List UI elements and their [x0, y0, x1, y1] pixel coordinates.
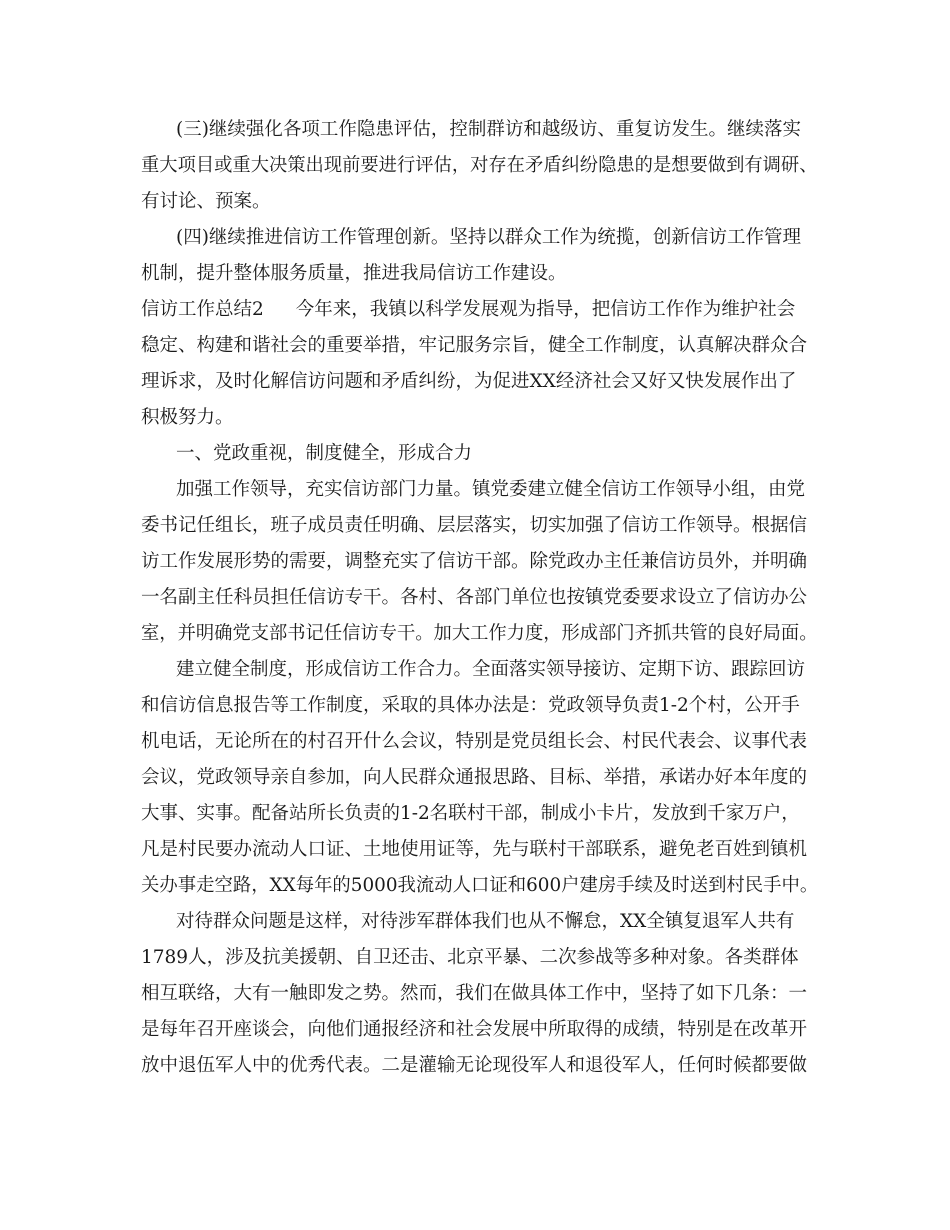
paragraph-line: 委书记任组长，班子成员责任明确、层层落实，切实加强了信访工作领导。根据信: [141, 515, 808, 536]
section-heading-line: [141, 301, 795, 320]
paragraph-text: 今年来，我镇以科学发展观为指导，把信访工作作为维护社会: [295, 299, 796, 320]
paragraph-line: 放中退伍军人中的优秀代表。二是灌输无论现役军人和退役军人，任何时候都要做: [141, 1055, 808, 1076]
paragraph-line: 积极努力。: [141, 407, 234, 428]
paragraph-line: (四)继续推进信访工作管理创新。坚持以群众工作为统揽，创新信访工作管理: [176, 227, 801, 248]
subheading: 一、党政重视，制度健全，形成合力: [176, 443, 473, 464]
paragraph-line: 和信访信息报告等工作制度，采取的具体办法是：党政领导负责1-2个村，公开手: [141, 695, 800, 716]
paragraph-line: 重大项目或重大决策出现前要进行评估，对存在矛盾纠纷隐患的是想要做到有调研、: [141, 155, 818, 176]
paragraph-line: 1789人，涉及抗美援朝、自卫还击、北京平暴、二次参战等多种对象。各类群体: [141, 947, 799, 968]
paragraph-line: (三)继续强化各项工作隐患评估，控制群访和越级访、重复访发生。继续落实: [176, 119, 801, 140]
paragraph-line: 机制，提升整体服务质量，推进我局信访工作建设。: [141, 263, 567, 284]
paragraph-line: 加强工作领导，充实信访部门力量。镇党委建立健全信访工作领导小组，由党: [176, 479, 806, 500]
paragraph-line: 一名副主任科员担任信访专干。各村、各部门单位也按镇党委要求设立了信访办公: [141, 587, 808, 608]
paragraph-line: 大事、实事。配备站所长负责的1-2名联村干部，制成小卡片，发放到千家万户，: [141, 803, 800, 824]
section-title: 信访工作总结2: [141, 299, 264, 320]
paragraph-line: 关办事走空路，XX每年的5000我流动人口证和600户建房手续及时送到村民手中。: [141, 875, 819, 896]
paragraph-line: 访工作发展形势的需要，调整充实了信访干部。除党政办主任兼信访员外，并明确: [141, 551, 808, 572]
paragraph-line: 是每年召开座谈会，向他们通报经济和社会发展中所取得的成绩，特别是在改革开: [141, 1019, 808, 1040]
paragraph-line: 建立健全制度，形成信访工作合力。全面落实领导接访、定期下访、跟踪回访: [176, 659, 806, 680]
paragraph-line: 稳定、构建和谐社会的重要举措，牢记服务宗旨，健全工作制度，认真解决群众合: [141, 335, 808, 356]
paragraph-line: 室，并明确党支部书记任信访专干。加大工作力度，形成部门齐抓共管的良好局面。: [141, 623, 818, 644]
paragraph-line: 相互联络，大有一触即发之势。然而，我们在做具体工作中，坚持了如下几条：一: [141, 983, 808, 1004]
paragraph-line: 理诉求，及时化解信访问题和矛盾纠纷，为促进XX经济社会又好又快发展作出了: [141, 371, 797, 392]
paragraph-line: 对待群众问题是这样，对待涉军群体我们也从不懈怠，XX全镇复退军人共有: [176, 911, 795, 932]
paragraph-line: 凡是村民要办流动人口证、土地使用证等，先与联村干部联系，避免老百姓到镇机: [141, 839, 808, 860]
paragraph-line: 机电话，无论所在的村召开什么会议，特别是党员组长会、村民代表会、议事代表: [141, 731, 808, 752]
paragraph-line: 会议，党政领导亲自参加，向人民群众通报思路、目标、举措，承诺办好本年度的: [141, 767, 808, 788]
paragraph-line: 有讨论、预案。: [141, 191, 271, 212]
